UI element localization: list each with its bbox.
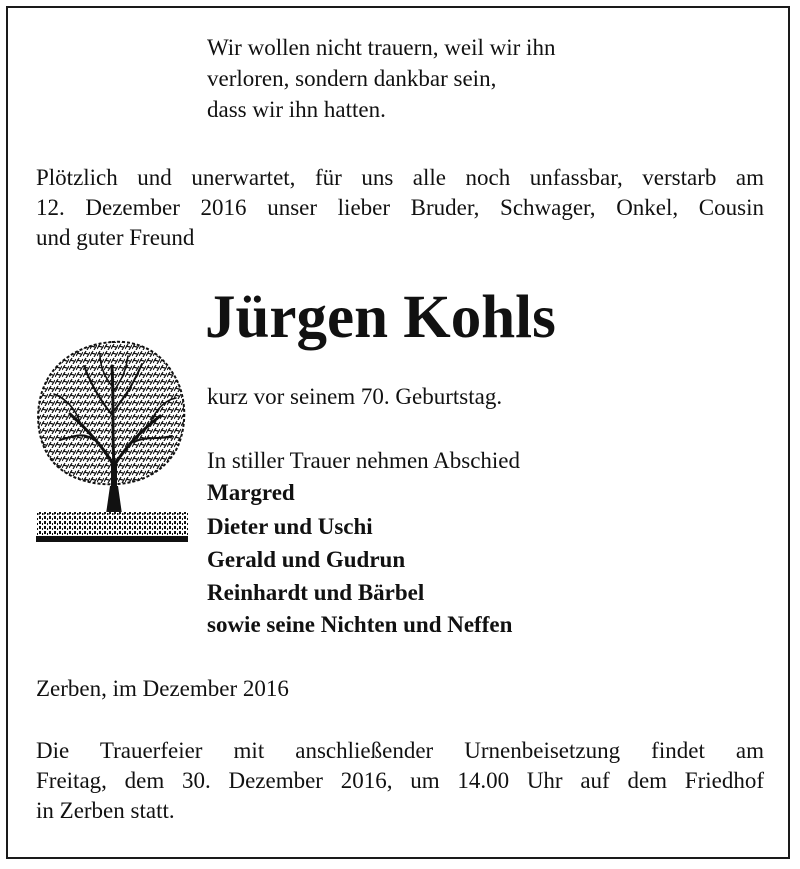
funeral-info <box>36 736 764 826</box>
motto-line: verloren, sondern dankbar sein, <box>207 66 497 91</box>
mourners-intro: In stiller Trauer nehmen Abschied <box>207 448 521 473</box>
deceased-name: Jürgen Kohls <box>205 284 556 351</box>
motto-line: dass wir ihn hatten. <box>207 97 386 122</box>
announcement-line: Plötzlich und unerwartet, für uns alle noch unfassbar, verstarb am <box>36 165 764 190</box>
mourner-name: Reinhardt und Bärbel <box>207 580 425 605</box>
place-date: Zerben, im Dezember 2016 <box>36 676 289 701</box>
tree-icon <box>34 336 190 542</box>
mourner-name: Margred <box>207 480 295 505</box>
mourner-name: Dieter und Uschi <box>207 514 373 539</box>
birthday-note: kurz vor seinem 70. Geburtstag. <box>207 384 503 409</box>
motto-quote <box>207 32 555 125</box>
funeral-line: Freitag, dem 30. Dezember 2016, um 14.00 Uhr auf dem Friedhof <box>36 768 764 793</box>
announcement-line: 12. Dezember 2016 unser lieber Bruder, Schwager, Onkel, Cousin <box>36 195 764 220</box>
announcement-text <box>36 163 764 253</box>
mourner-name: Gerald und Gudrun <box>207 547 406 572</box>
announcement-line: und guter Freund <box>36 225 195 250</box>
funeral-line: in Zerben statt. <box>36 798 175 823</box>
motto-line: Wir wollen nicht trauern, weil wir ihn <box>207 35 556 60</box>
mourner-name: sowie seine Nichten und Neffen <box>207 612 513 637</box>
funeral-line: Die Trauerfeier mit anschließender Urnenbeisetzung findet am <box>36 738 764 763</box>
